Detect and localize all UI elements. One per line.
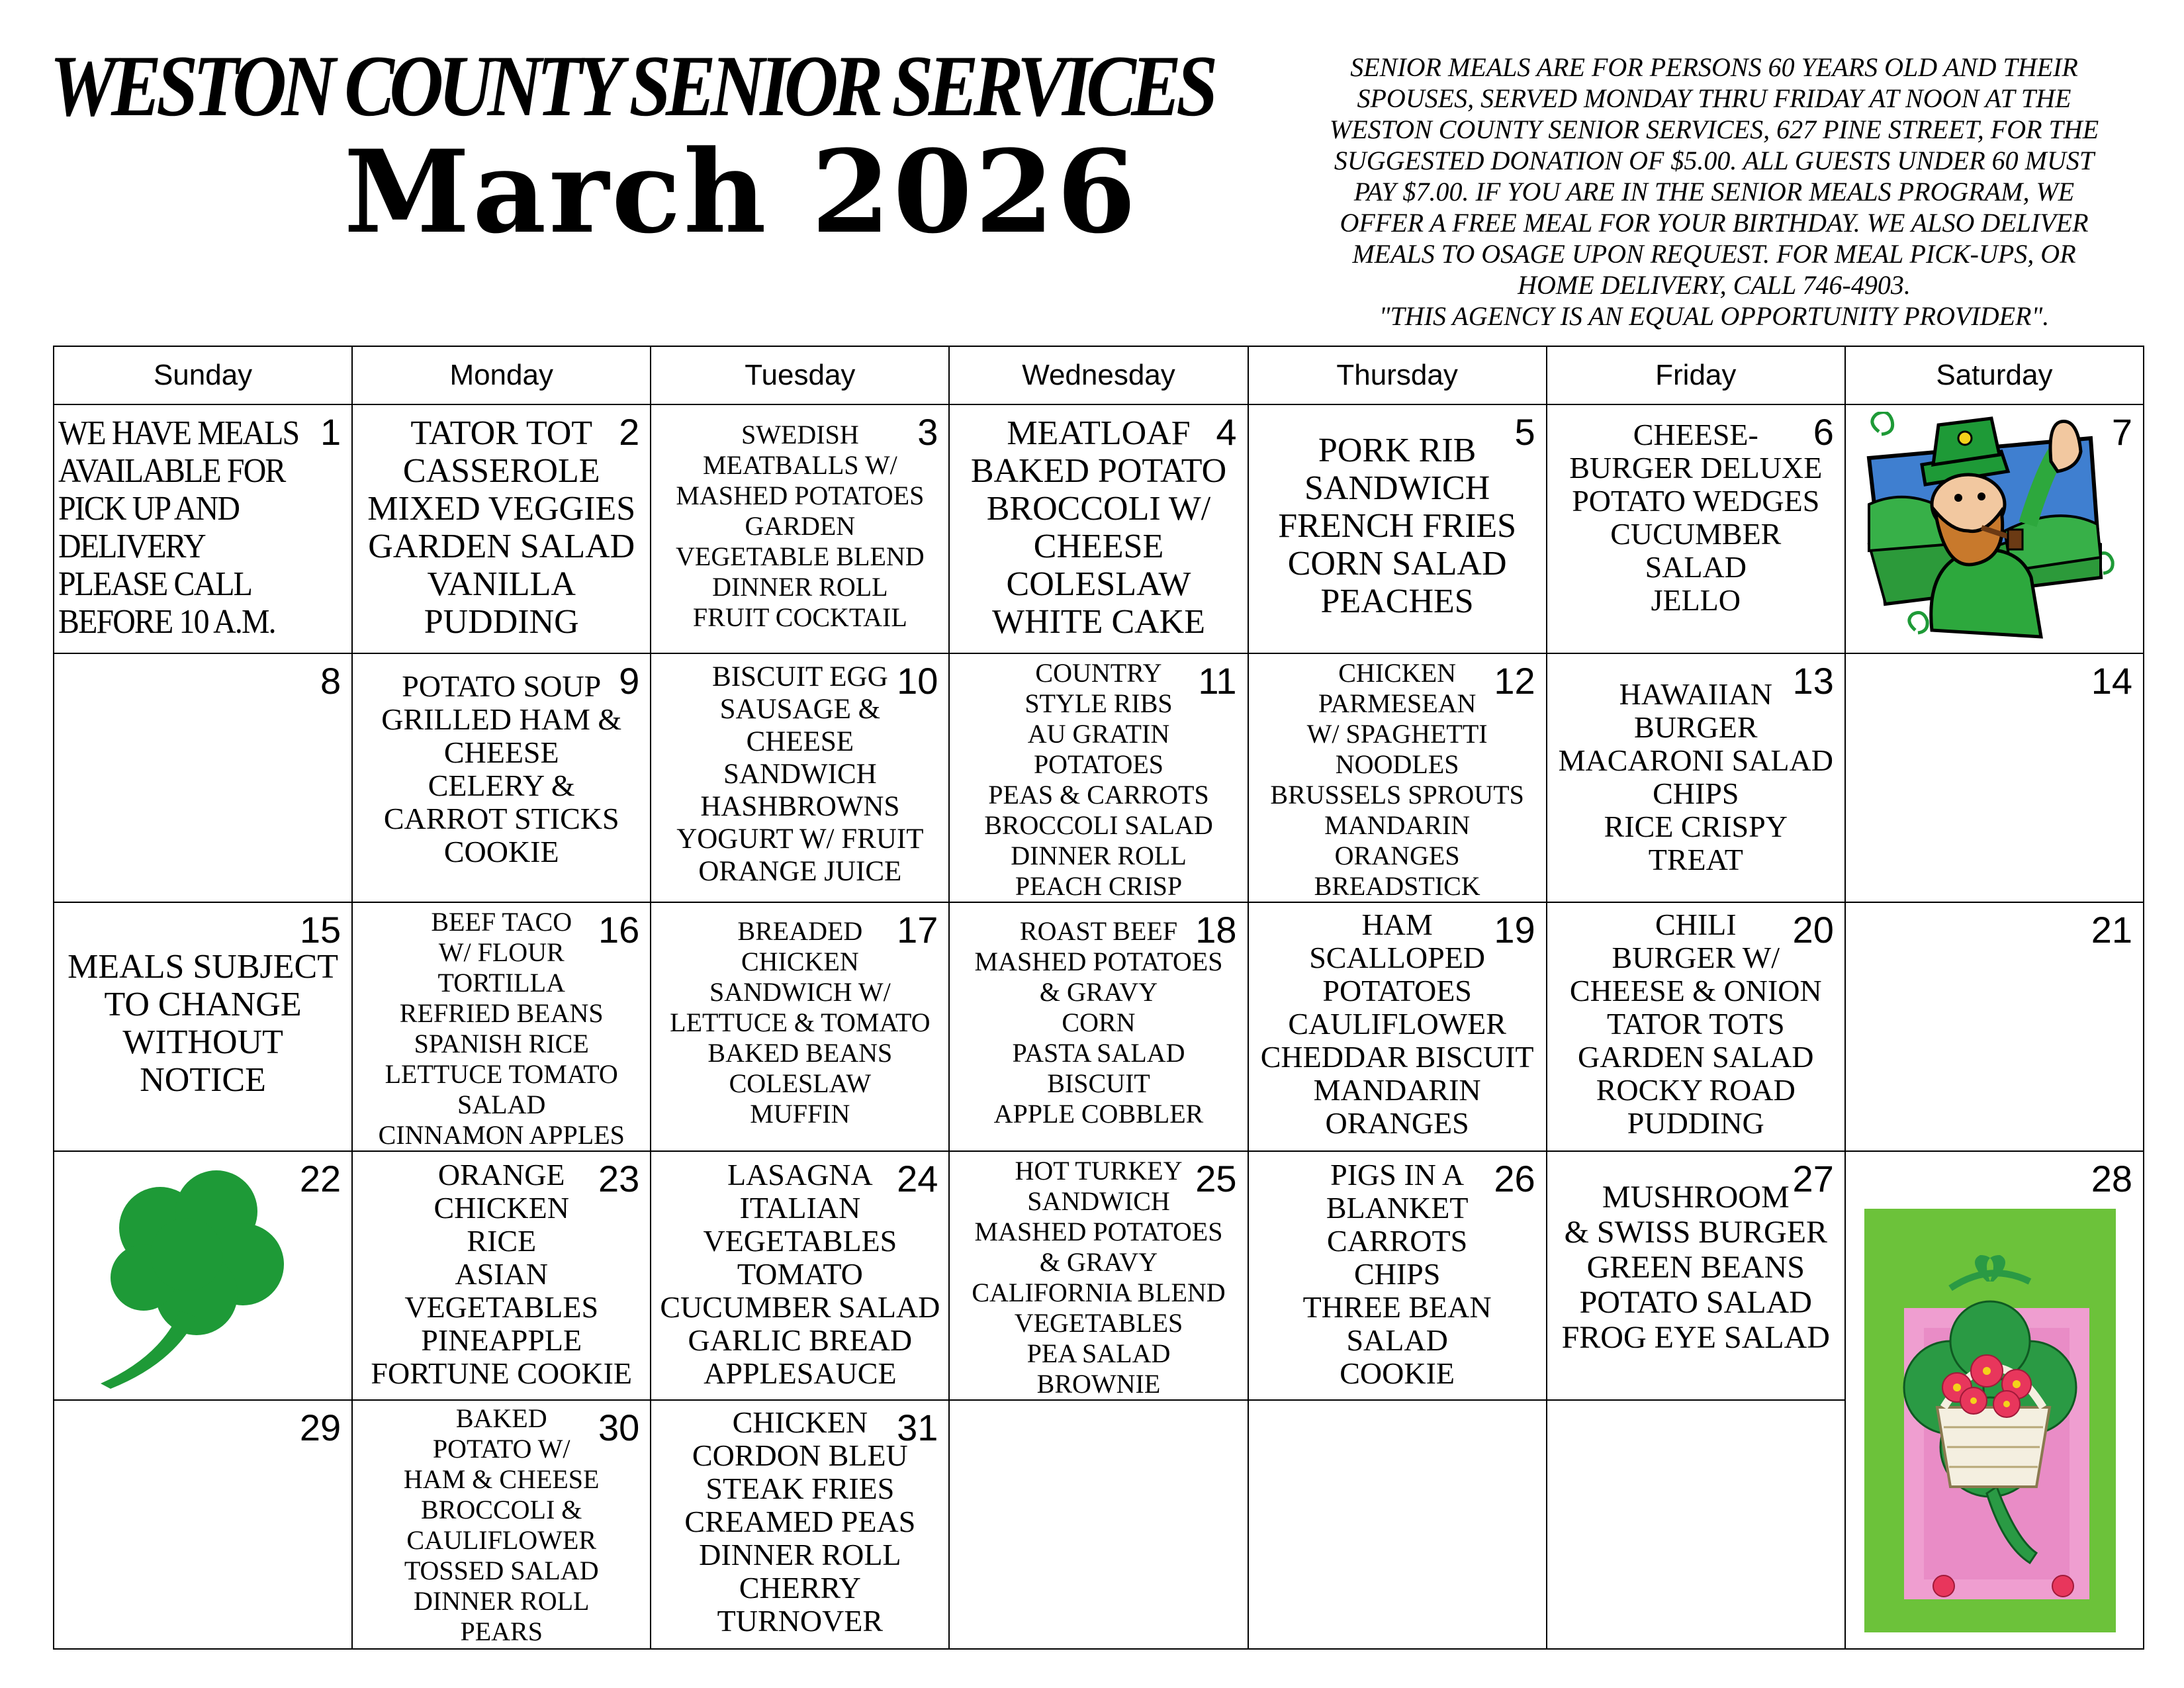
menu-item: PEARS [460,1617,543,1646]
week-row [54,1400,2144,1649]
menu-item: SANDWICH [723,759,877,790]
menu-item: PUDDING [424,603,579,641]
menu-item: WE HAVE MEALS [58,414,299,452]
menu-item: MASHED POTATOES [974,947,1223,976]
week-row [54,653,2144,902]
day-cell-16 [352,902,651,1151]
menu-item: HAWAIIAN [1619,677,1772,711]
menu-item: ORANGES [1334,841,1460,870]
notice-line: SENIOR MEALS ARE FOR PERSONS 60 YEARS OLD AND THEIR [1350,52,2078,82]
menu-item: PIGS IN A [1330,1158,1465,1192]
menu-list [654,420,946,651]
menu-item: LASAGNA [727,1158,873,1192]
day-number: 16 [598,909,640,951]
menu-item: BAKED POTATO [970,452,1227,490]
menu-item: BURGER W/ [1612,941,1780,974]
week-row [54,902,2144,1151]
week-row [54,1151,2144,1400]
menu-item: ORANGES [1325,1106,1469,1140]
menu-item: CHEESE [746,726,854,757]
menu-item: GARDEN SALAD [1578,1040,1814,1074]
day-cell-17 [651,902,949,1151]
empty-cell [949,1400,1248,1649]
menu-item: GARDEN [745,511,856,541]
menu-item: STYLE RIBS [1024,688,1173,718]
menu-item: MANDARIN [1324,810,1471,840]
menu-item: ROCKY ROAD [1596,1073,1796,1107]
menu-item: BREADSTICK [1314,871,1480,901]
menu-item: DINNER ROLL [712,572,888,602]
menu-item: LETTUCE TOMATO [385,1059,618,1089]
weekday-monday: Monday [352,346,651,404]
menu-item: CELERY & [428,769,575,802]
day-cell-22 [54,1151,352,1400]
menu-item: MASHED POTATOES [974,1217,1223,1246]
day-cell-15 [54,902,352,1151]
menu-item: TATOR TOT [410,414,593,452]
menu-item: MEALS SUBJECT [68,948,338,986]
menu-item: VEGETABLES [1014,1308,1183,1338]
menu-item: POTATO W/ [432,1434,570,1464]
menu-item: PEACHES [1320,583,1474,620]
weekday-wednesday: Wednesday [949,346,1248,404]
day-number: 5 [1514,411,1535,453]
menu-item: COOKIE [1340,1356,1455,1390]
menu-item: FROG EYE SALAD [1561,1320,1830,1355]
day-number: 19 [1494,909,1535,951]
menu-item: BISCUIT [1047,1068,1150,1098]
menu-item: THREE BEAN [1302,1290,1492,1324]
menu-item: POTATOES [1322,974,1472,1008]
day-number: 6 [1813,411,1834,453]
menu-item: SALAD [1346,1323,1448,1357]
menu-item: ITALIAN [739,1191,861,1225]
weekday-header-row [54,346,2144,404]
menu-item: HASHBROWNS [700,791,900,822]
menu-list [355,670,647,900]
day-cell-10 [651,653,949,902]
menu-list [1550,1180,1842,1398]
menu-item: NOODLES [1335,749,1459,779]
menu-item: SWEDISH [741,420,859,449]
menu-list [1550,418,1842,651]
menu-item: RICE [467,1224,537,1258]
menu-item: VEGETABLE BLEND [676,541,925,571]
menu-item: PINEAPPLE [421,1323,582,1357]
day-cell-21 [1845,902,2144,1151]
menu-item: PARMESEAN [1318,688,1477,718]
menu-item: CREAMED PEAS [684,1505,916,1538]
menu-item: PLEASE CALL [58,565,252,603]
day-cell-5 [1248,404,1547,653]
day-number: 7 [2111,411,2132,453]
menu-item: PICK UP AND [58,490,240,528]
menu-item: CAULIFLOWER [406,1525,597,1555]
notice-line: "THIS AGENCY IS AN EQUAL OPPORTUNITY PROVIDER". [1379,301,2050,331]
menu-item: BEEF TACO [431,907,572,937]
day-number: 10 [897,660,938,702]
menu-item: CAULIFLOWER [1288,1007,1506,1041]
day-number: 9 [619,660,640,702]
menu-item: TURNOVER [717,1604,884,1638]
notice-line: MEALS TO OSAGE UPON REQUEST. FOR MEAL PICK-UPS, OR [1352,239,2076,269]
menu-item: TATOR TOTS [1607,1007,1785,1041]
menu-item: W/ FLOUR [438,937,565,967]
menu-item: GRILLED HAM & [381,702,622,736]
menu-list [1251,432,1543,651]
org-title: WESTON COUNTY SENIOR SERVICES [50,37,1213,134]
menu-item: GREEN BEANS [1586,1250,1805,1285]
day-number: 30 [598,1407,640,1448]
day-cell-23 [352,1151,651,1400]
menu-item: CHEESE- [1633,418,1758,451]
menu-item: BROCCOLI W/ [986,490,1211,528]
menu-item: CASSEROLE [402,452,600,490]
menu-item: BROWNIE [1036,1369,1161,1399]
header [0,0,2184,344]
menu-item: SALAD [457,1090,546,1119]
day-number: 2 [619,411,640,453]
menu-item: POTATOES [1033,749,1164,779]
day-number: 25 [1195,1158,1237,1199]
day-cell-14 [1845,653,2144,902]
menu-item: GARLIC BREAD [688,1323,913,1357]
day-cell-20 [1547,902,1845,1151]
menu-item: CHICKEN [732,1405,868,1439]
day-number: 12 [1494,660,1535,702]
menu-item: PEACH CRISP [1015,871,1183,901]
menu-list [355,411,647,651]
menu-item: ORANGE JUICE [698,856,902,887]
menu-item: CHIPS [1353,1257,1441,1291]
calendar-grid [53,346,2144,1650]
menu-item: BROCCOLI & [421,1495,582,1524]
menu-item: SAUSAGE & [719,694,881,725]
weekday-friday: Friday [1547,346,1845,404]
menu-item: BURGER [1633,710,1758,744]
menu-item: FRENCH FRIES [1278,507,1517,545]
day-cell-1 [54,404,352,653]
day-number: 22 [299,1158,341,1199]
day-cell-19 [1248,902,1547,1151]
menu-item: VEGETABLES [703,1224,897,1258]
day-cell-11 [949,653,1248,902]
day-cell-18 [949,902,1248,1151]
menu-item: GARDEN SALAD [368,528,635,565]
menu-item: CORDON BLEU [692,1438,908,1472]
menu-item: PEAS & CARROTS [988,780,1209,810]
day-number: 31 [897,1407,938,1448]
day-number: 18 [1195,909,1237,951]
weekday-sunday: Sunday [54,346,352,404]
menu-item: CHEESE [1033,528,1164,565]
day-cell-30 [352,1400,651,1649]
menu-item: APPLESAUCE [704,1356,897,1390]
day-cell-2 [352,404,651,653]
day-cell-29 [54,1400,352,1649]
day-number: 17 [897,909,938,951]
menu-item: TREAT [1648,843,1743,876]
menu-item: TOSSED SALAD [404,1556,599,1585]
menu-item: WHITE CAKE [991,603,1205,641]
menu-item: CORN SALAD [1287,545,1507,583]
menu-item: MIXED VEGGIES [367,490,636,528]
day-cell-12 [1248,653,1547,902]
meals-change-note [57,948,349,1149]
day-cell-6 [1547,404,1845,653]
day-cell-8 [54,653,352,902]
menu-item: ROAST BEEF [1019,916,1178,946]
menu-item: HAM & CHEESE [403,1464,600,1494]
menu-list [654,916,946,1149]
menu-item: BISCUIT EGG [712,661,888,692]
menu-item: PUDDING [1627,1106,1764,1140]
menu-item: POTATO SALAD [1579,1285,1812,1320]
menu-item: COLESLAW [1006,565,1191,603]
day-number: 1 [320,411,341,453]
shamrock-icon [81,1165,306,1390]
menu-item: MACARONI SALAD [1558,743,1833,777]
menu-item: BLANKET [1326,1191,1469,1225]
menu-item: SANDWICH [1027,1186,1170,1216]
month-title: March 2026 [343,124,1139,259]
menu-item: BROCCOLI SALAD [984,810,1213,840]
empty-cell [1547,1400,1845,1649]
day-cell-9 [352,653,651,902]
day-number: 13 [1792,660,1834,702]
day-number: 3 [917,411,938,453]
day-number: 27 [1792,1158,1834,1199]
menu-item: REFRIED BEANS [399,998,604,1028]
day-number: 26 [1494,1158,1535,1199]
day-cell-3 [651,404,949,653]
day-number: 4 [1216,411,1237,453]
menu-item: MEATBALLS W/ [702,450,897,480]
notice-line: HOME DELIVERY, CALL 746-4903. [1518,270,1911,300]
menu-list [952,916,1244,1149]
menu-item: DINNER ROLL [1011,841,1187,870]
menu-item: VANILLA [427,565,576,603]
day-number: 20 [1792,909,1834,951]
menu-item: CALIFORNIA BLEND [972,1278,1226,1307]
menu-item: MUSHROOM [1602,1180,1790,1215]
menu-item: FRUIT COCKTAIL [692,602,907,632]
day-cell-24 [651,1151,949,1400]
menu-item: DINNER ROLL [699,1538,901,1571]
day-number: 15 [299,909,341,951]
menu-item: CUCUMBER [1610,517,1782,551]
menu-item: COLESLAW [729,1068,872,1098]
menu-item: BAKED [455,1403,547,1433]
day-number: 24 [897,1158,938,1199]
pickup-delivery-note [58,411,349,651]
day-cell-13 [1547,653,1845,902]
menu-list [1550,678,1842,900]
menu-item: BREADED [737,916,863,946]
notice-line: SUGGESTED DONATION OF $5.00. ALL GUESTS UNDER 60 MUST [1334,146,2095,175]
day-number: 8 [320,660,341,702]
menu-item: RICE CRISPY [1604,810,1788,843]
menu-item: & GRAVY [1039,1247,1158,1277]
empty-cell [1248,1400,1547,1649]
menu-item: YOGURT W/ FRUIT [676,823,924,855]
menu-item: TO CHANGE [104,986,302,1023]
menu-item: MASHED POTATOES [676,481,925,510]
menu-item: NOTICE [140,1061,266,1099]
menu-item: AVAILABLE FOR [58,452,285,490]
menu-item: PORK RIB [1318,432,1477,469]
menu-item: SANDWICH [1304,469,1490,507]
weekday-saturday: Saturday [1845,346,2144,404]
menu-item: CHEDDAR BISCUIT [1260,1040,1534,1074]
menu-item: BURGER DELUXE [1569,451,1823,485]
menu-item: CHIPS [1653,776,1739,810]
menu-item: HOT TURKEY [1015,1156,1183,1186]
menu-item: CHICKEN [433,1191,569,1225]
day-cell-28 [1845,1151,2144,1649]
menu-item: STEAK FRIES [705,1472,895,1505]
weekday-thursday: Thursday [1248,346,1547,404]
menu-item: ORANGE [437,1158,565,1192]
notice-line: OFFER A FREE MEAL FOR YOUR BIRTHDAY. WE ALSO DELIVER [1340,208,2089,238]
menu-item: CUCUMBER SALAD [660,1290,940,1324]
menu-item: CORN [1062,1008,1136,1037]
flower-basket-icon [1864,1209,2116,1632]
menu-item: FORTUNE COOKIE [371,1356,633,1390]
day-cell-27 [1547,1151,1845,1400]
menu-item: BRUSSELS SPROUTS [1270,780,1524,810]
menu-item: CHERRY [739,1571,861,1605]
menu-list [952,411,1244,651]
menu-item: BAKED BEANS [707,1038,893,1068]
menu-item: ASIAN [455,1257,548,1291]
menu-item: VEGETABLES [404,1290,599,1324]
day-cell-4 [949,404,1248,653]
weekday-tuesday: Tuesday [651,346,949,404]
menu-item: MUFFIN [750,1099,850,1129]
menu-item: AU GRATIN [1027,719,1170,749]
menu-item: APPLE COBBLER [993,1099,1204,1129]
menu-item: SPANISH RICE [414,1029,589,1058]
day-number: 14 [2091,660,2132,702]
menu-item: TOMATO [737,1257,863,1291]
menu-item: WITHOUT [122,1023,283,1061]
menu-item: W/ SPAGHETTI [1306,719,1488,749]
menu-item: MANDARIN [1313,1073,1481,1107]
day-number: 28 [2091,1158,2132,1199]
day-number: 11 [1198,660,1237,702]
notice-line: SPOUSES, SERVED MONDAY THRU FRIDAY AT NOON AT THE [1357,83,2071,113]
menu-item: DINNER ROLL [413,1586,590,1616]
menu-item: CHICKEN [741,947,859,976]
day-cell-26 [1248,1151,1547,1400]
menu-item: CHILI [1655,908,1737,941]
menu-item: PASTA SALAD [1012,1038,1185,1068]
menu-item: BEFORE 10 A.M. [58,603,275,641]
menu-item: CHEESE [443,735,559,769]
notice-line: PAY $7.00. IF YOU ARE IN THE SENIOR MEALS PROGRAM, WE [1353,177,2075,207]
menu-item: HAM [1361,908,1433,941]
leprechaun-icon [1859,412,2117,643]
menu-item: & GRAVY [1039,977,1158,1007]
menu-item: DELIVERY [58,528,205,565]
menu-item: SANDWICH W/ [709,977,891,1007]
menu-item: POTATO SOUP [402,669,602,703]
menu-item: MEATLOAF [1007,414,1191,452]
day-number: 29 [299,1407,341,1448]
menu-item: SCALLOPED [1309,941,1486,974]
notice-line: WESTON COUNTY SENIOR SERVICES, 627 PINE STREET, FOR THE [1329,115,2099,144]
menu-item: SALAD [1645,550,1747,584]
menu-item: LETTUCE & TOMATO [670,1008,931,1037]
menu-item: JELLO [1651,583,1741,617]
week-row [54,404,2144,653]
day-cell-31 [651,1400,949,1649]
menu-item: & SWISS BURGER [1564,1215,1827,1250]
menu-item: COUNTRY [1035,658,1162,688]
meal-program-notice [1307,52,2121,332]
menu-item: CHICKEN [1338,658,1457,688]
menu-item: POTATO WEDGES [1572,484,1820,518]
menu-item: CINNAMON APPLES [378,1120,625,1150]
day-number: 21 [2091,909,2132,951]
day-number: 23 [598,1158,640,1199]
day-cell-7 [1845,404,2144,653]
menu-item: COOKIE [443,835,559,868]
day-cell-25 [949,1151,1248,1400]
menu-item: CARROT STICKS [383,802,619,835]
menu-item: CARROTS [1327,1224,1468,1258]
menu-item: PEA SALAD [1026,1338,1171,1368]
menu-item: CHEESE & ONION [1569,974,1822,1008]
menu-item: TORTILLA [437,968,565,998]
